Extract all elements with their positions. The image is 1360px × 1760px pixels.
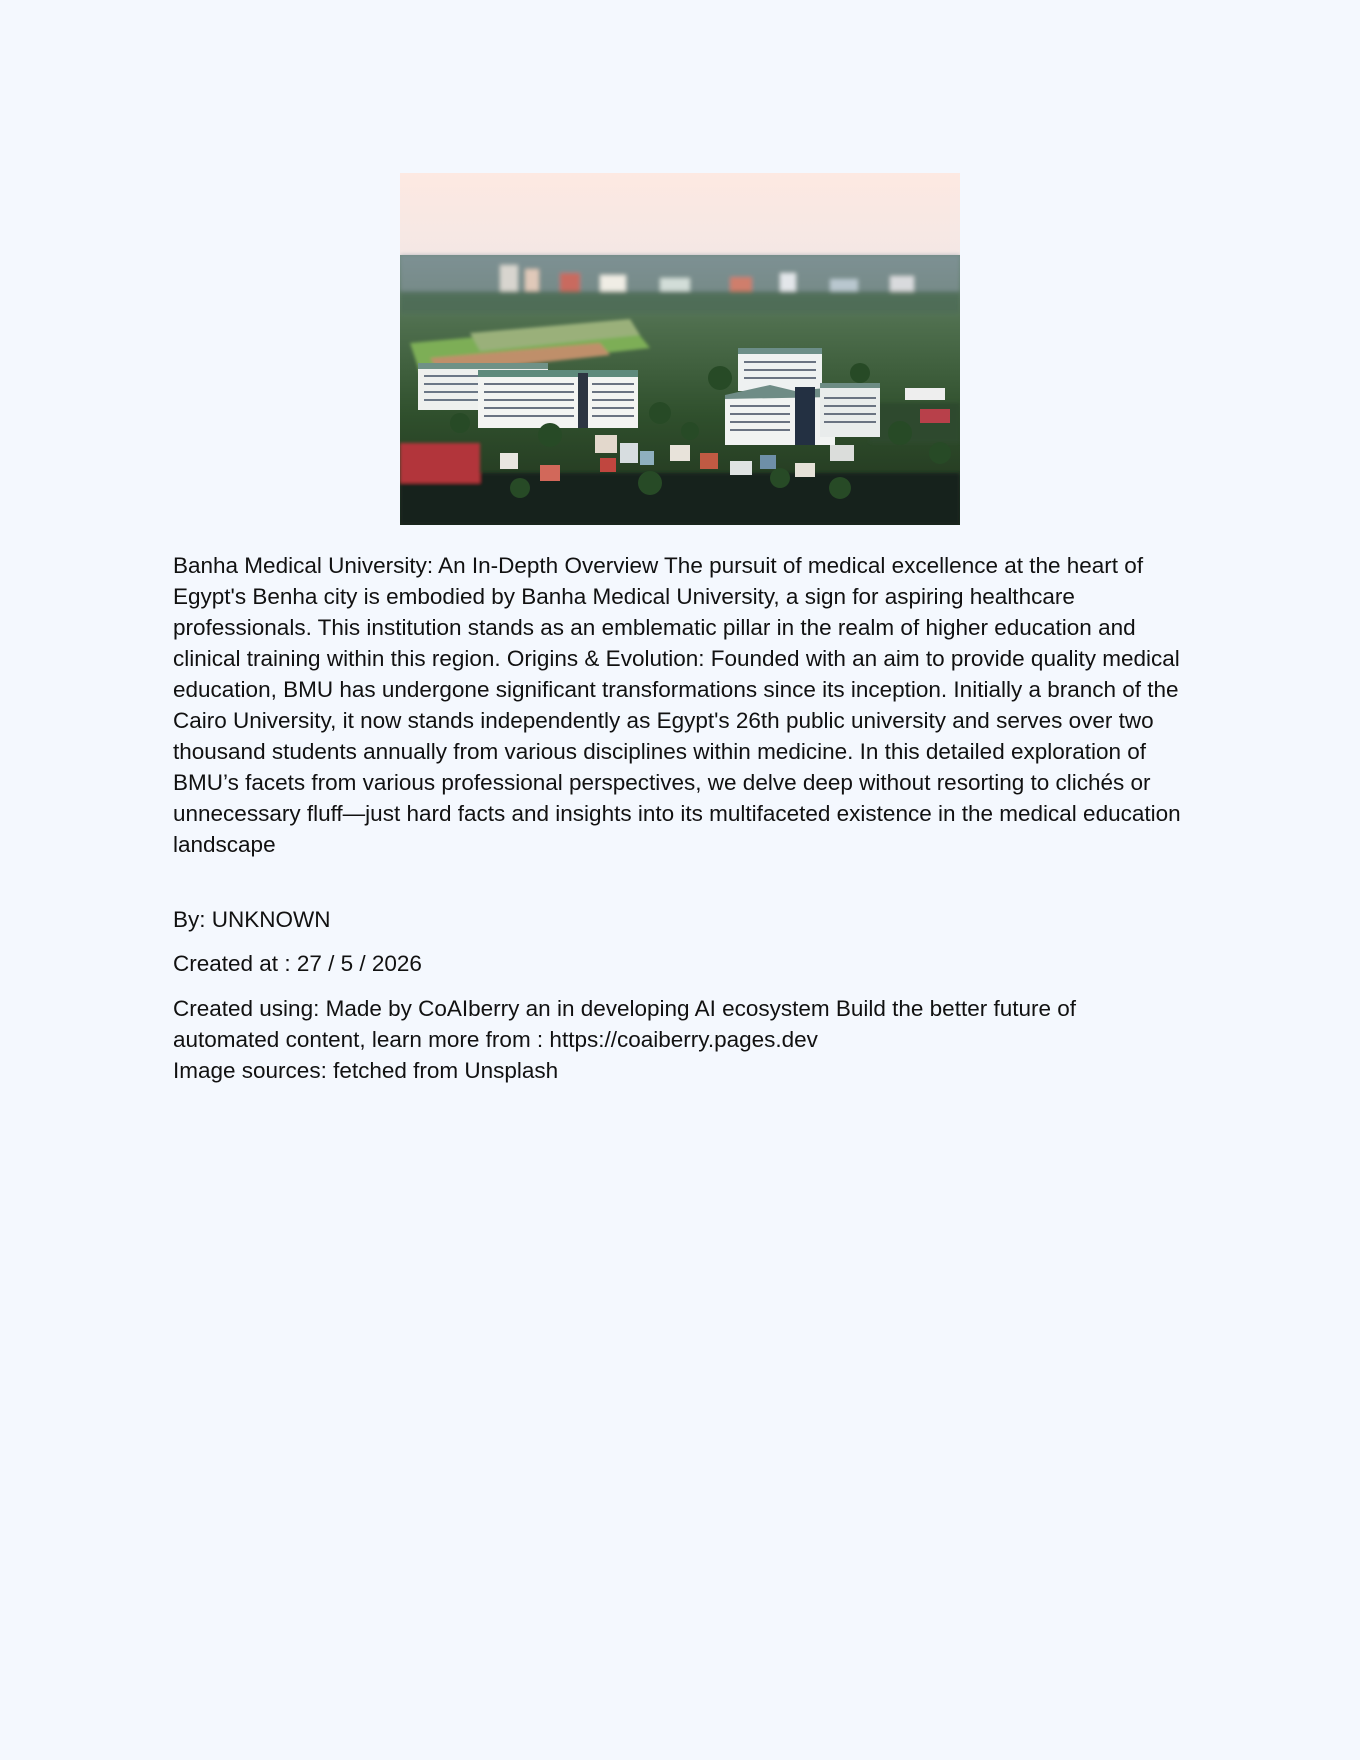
created-date: Created at : 27 / 5 / 2026 <box>173 951 422 976</box>
author-line: By: UNKNOWN <box>173 907 331 932</box>
article-body: Banha Medical University: An In-Depth Overview The pursuit of medical excellence at the heart of Egypt's Benha city is embodied by Banha Medical University, a sign for aspiring healthcare professionals. This institution stands as an emblematic pillar in the realm of higher education and clinical training within this region. Origins & Evolution: Founded with an aim to provide quality medical education, BMU has undergone significant transformations since its inception. Initially a branch of the Cairo University, it now stands independently as Egypt's 26th public university and serves over two thousand students annually from various disciplines within medicine. In this detailed exploration of BMU’s facets from various professional perspectives, we delve deep without resorting to clichés or unnecessary fluff—just hard facts and insights into its multifaceted existence in the medical education landscape <box>173 553 1181 857</box>
created-using-note: Created using: Made by CoAIberry an in developing AI ecosystem Build the better future of automated content, learn more from : https://coaiberry.pages.dev <box>173 996 1077 1052</box>
article-page <box>173 173 1187 1086</box>
image-sources-note: Image sources: fetched from Unsplash <box>173 1058 559 1083</box>
campus-aerial-photo <box>400 173 960 525</box>
hero-image <box>400 173 960 525</box>
